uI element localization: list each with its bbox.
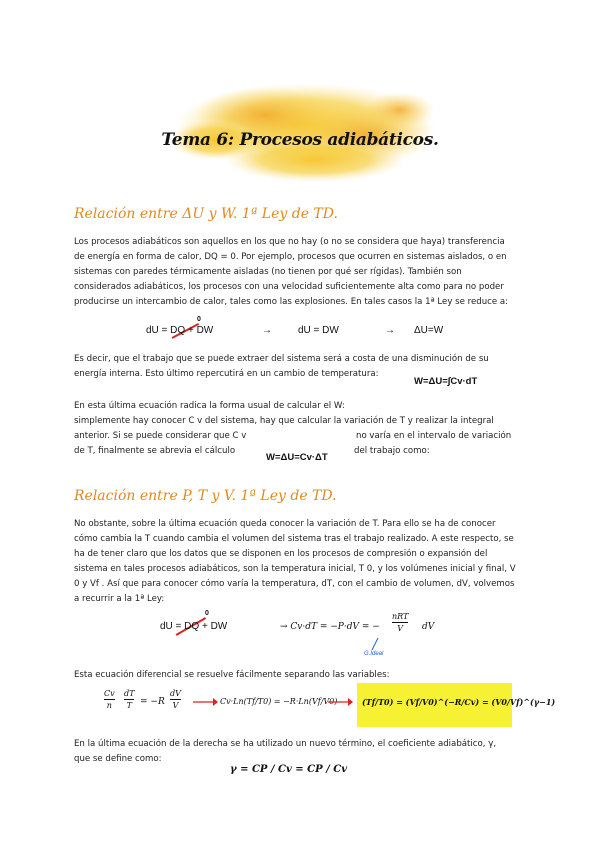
s2-line-5: 0 y Vf . Así que para conocer cómo varía la temperatura, dT, con el cambio de volumen, dV, volvemos xyxy=(74,579,515,589)
s2-line-2: cómo cambia la T cuando cambia el volumen del sistema tras el trabajo realizado. A este respecto, se xyxy=(74,534,514,544)
frac-denominator: V xyxy=(397,624,404,633)
s2-line-4: sistema en tales procesos adiabáticos, son la temperatura inicial, T 0, y los volúmenes inicial y final, V xyxy=(74,564,516,574)
frac-bar xyxy=(104,699,115,700)
p2-line-1: Es decir, que el trabajo que se puede extraer del sistema será a costa de una disminución de su xyxy=(74,354,489,364)
separation-line: Esta ecuación diferencial se resuelve fácilmente separando las variables: xyxy=(74,670,390,680)
intro-line-2: de energía en forma de calor, DQ = 0. Por ejemplo, procesos que ocurren en sistemas aislados, o en xyxy=(74,252,507,262)
section-heading-2: Relación entre P, T y V. 1ª Ley de TD. xyxy=(74,488,337,504)
intro-line-4: considerados adiabáticos, los procesos con una velocidad suficientemente alta como para no poder xyxy=(74,282,504,292)
log-equation: Cv·Ln(Tf/T0) = −R·Ln(Vf/V0) xyxy=(220,697,338,706)
p3-line-4b: del trabajo como: xyxy=(354,446,430,456)
arrow-1: → xyxy=(262,325,272,336)
p3-line-1: En esta última ecuación radica la forma usual de calcular el W: xyxy=(74,401,345,411)
s2-line-3: ha de tener claro que los datos que se disponen en los procesos de compresión o expansión del xyxy=(74,549,488,559)
cv-dt-equation: → Cv·dT = −P·dV = − xyxy=(280,622,380,632)
nrt-over-v-fraction xyxy=(392,612,408,633)
dt-label: dT xyxy=(124,689,135,698)
minus-r: = −R xyxy=(140,697,165,707)
zero-marker-1: 0 xyxy=(197,316,201,323)
t-label: T xyxy=(126,701,132,710)
gas-ideal-note: G.Ideal xyxy=(364,651,384,657)
frac-bar xyxy=(170,699,181,700)
p3-line-2: simplemente hay conocer C v del sistema, hay que calcular la variación de T y realizar la integral xyxy=(74,416,494,426)
s2-line-1: No obstante, sobre la última ecuación queda conocer la variación de T. Para ello se ha de conocer xyxy=(74,519,496,529)
work-delta-t-equation: W=ΔU=Cv·ΔT xyxy=(266,452,328,463)
s2-line-6: a recurrir a la 1ª Ley: xyxy=(74,594,165,604)
dv-label: dV xyxy=(170,689,181,698)
dv-tail: dV xyxy=(422,622,435,632)
gas-ideal-pointer xyxy=(364,636,384,652)
last-line-1: En la última ecuación de la derecha se ha utilizado un nuevo término, el coeficiente adiabático, γ, xyxy=(74,739,497,749)
page-title: Tema 6: Procesos adiabáticos. xyxy=(161,130,439,150)
work-integral-equation: W=ΔU=∫Cv·dT xyxy=(414,376,478,387)
cv-over-n xyxy=(104,689,115,710)
arrow-2: → xyxy=(385,325,395,336)
intro-line-3: sistemas con paredes térmicamente aisladas (no tienen por qué ser rígidas). También son xyxy=(74,267,462,277)
p3-line-3b: no varía en el intervalo de variación xyxy=(356,431,512,441)
p3-line-4a: de T, finalmente se abrevia el cálculo xyxy=(74,446,236,456)
first-law-equation-2: dU = DQ + DW xyxy=(160,621,228,632)
zero-marker-2: 0 xyxy=(205,610,209,617)
frac-numerator: nRT xyxy=(392,612,409,621)
dv-over-v xyxy=(170,689,181,710)
frac-bar xyxy=(124,699,134,700)
du-dw-equation: dU = DW xyxy=(298,325,339,336)
p2-line-2: energía interna. Esto último repercutirá en un cambio de temperatura: xyxy=(74,369,379,379)
intro-line-1: Los procesos adiabáticos son aquellos en los que no hay (o no se considera que haya) transferencia xyxy=(74,237,505,247)
n-label: n xyxy=(106,701,112,710)
last-line-2: que se define como: xyxy=(74,754,162,764)
frac-bar xyxy=(392,622,408,623)
section-heading-1: Relación entre ΔU y W. 1ª Ley de TD. xyxy=(74,206,338,222)
v-label: V xyxy=(172,701,179,710)
gamma-definition: γ = CP / Cv = CP / Cv xyxy=(230,764,348,775)
cv-label: Cv xyxy=(104,689,115,698)
first-law-equation: dU = DQ + DW xyxy=(146,325,214,336)
delta-u-w-equation: ΔU=W xyxy=(414,325,444,336)
dt-over-t xyxy=(124,689,134,710)
temperature-volume-relation: (Tf/T0) = (Vf/V0)^(−R/Cv) = (V0/Vf)^(γ−1) xyxy=(362,697,556,707)
red-arrow-1 xyxy=(191,695,219,709)
p3-line-3a: anterior. Si se puede considerar que C v xyxy=(74,431,247,441)
red-arrow-2 xyxy=(326,695,354,709)
intro-line-5: producirse un intercambio de calor, tales como las explosiones. En tales casos la 1ª Ley se reduce a: xyxy=(74,297,509,307)
